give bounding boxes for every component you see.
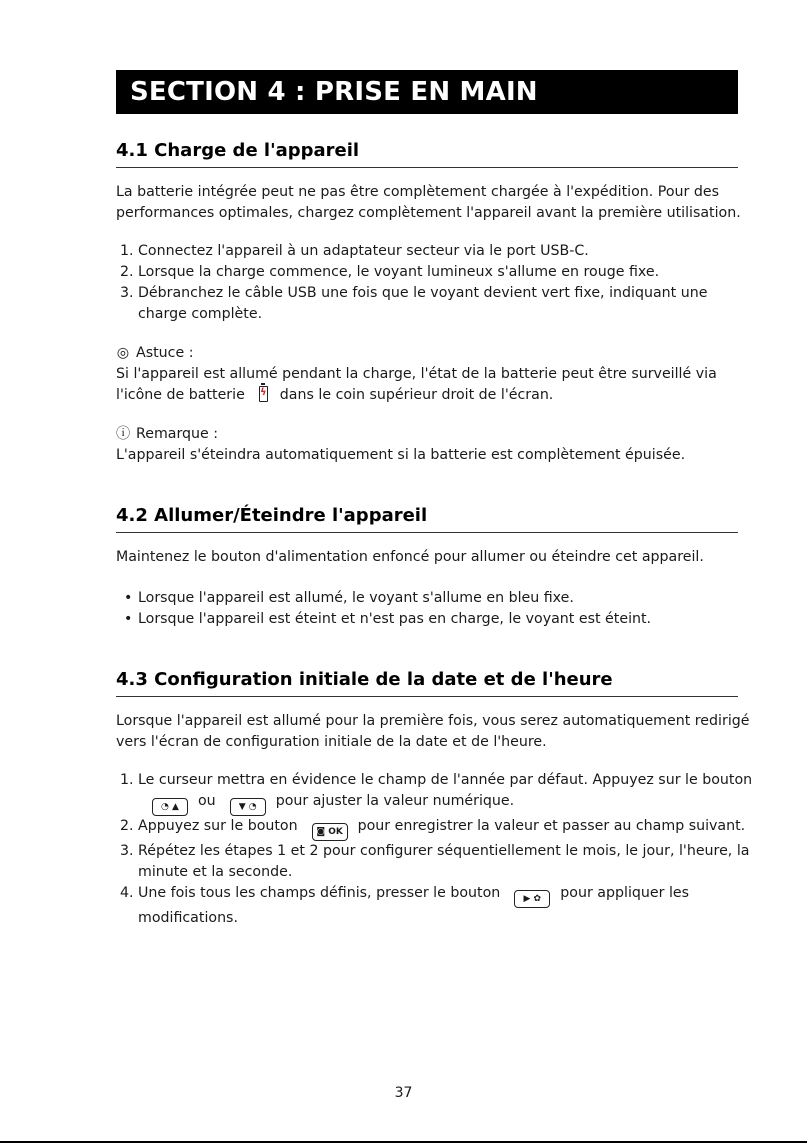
list-item: 1. Le curseur mettra en évidence le champ de l'année par défaut. Appuyez sur le bouton◔ ▲ ou ▼ ◔ pour ajuster la valeur numérique.	[116, 770, 756, 816]
tip-icon: ◎	[116, 345, 130, 361]
note-block	[116, 424, 756, 466]
intro-4-2: Maintenez le bouton d'alimentation enfoncé pour allumer ou éteindre cet appareil.	[116, 549, 704, 565]
note-label: Remarque :	[136, 426, 219, 442]
up-button-icon: ◔ ▲	[152, 798, 188, 816]
tip-block	[116, 343, 756, 406]
list-item: 3. Débranchez le câble USB une fois que le voyant devient vert fixe, indiquant une charge complète.	[120, 285, 708, 322]
date-setup-steps	[116, 770, 756, 929]
heading-4-2: 4.2 Allumer/Éteindre l'appareil	[116, 505, 738, 533]
list-item: • Lorsque l'appareil est éteint et n'est pas en charge, le voyant est éteint.	[124, 611, 652, 627]
bottom-divider	[0, 1141, 807, 1143]
intro-4-1: La batterie intégrée peut ne pas être complètement chargée à l'expédition. Pour des performances optimales, chargez complètement l'appareil avant la première utilisation.	[116, 184, 741, 221]
heading-4-1: 4.1 Charge de l'appareil	[116, 140, 738, 168]
tip-text-end: dans le coin supérieur droit de l'écran.	[279, 387, 554, 403]
list-item: • Lorsque l'appareil est allumé, le voyant s'allume en bleu fixe.	[124, 590, 574, 606]
power-bullets	[116, 588, 756, 630]
tip-label: Astuce :	[136, 345, 194, 361]
list-item: 4. Une fois tous les champs définis, presser le bouton ▶ ✿ pour appliquer les modifications.	[120, 885, 690, 926]
list-item: 1. Connectez l'appareil à un adaptateur secteur via le port USB-C.	[120, 243, 589, 259]
down-button-icon: ▼ ◔	[230, 798, 266, 816]
list-item: 3. Répétez les étapes 1 et 2 pour configurer séquentiellement le mois, le jour, l'heure, la minute et la seconde.	[120, 843, 750, 880]
list-item: 2. Appuyez sur le bouton ◙ OK pour enregistrer la valeur et passer au champ suivant.	[116, 816, 756, 841]
battery-charging-icon: ϟ	[259, 386, 268, 402]
intro-4-3: Lorsque l'appareil est allumé pour la première fois, vous serez automatiquement redirigé vers l'écran de configuration initiale de la date et de l'heure.	[116, 713, 750, 750]
charge-steps	[116, 241, 756, 325]
playback-settings-button-icon: ▶ ✿	[514, 890, 550, 908]
section-title: SECTION 4 : PRISE EN MAIN	[116, 70, 738, 114]
page-number: 37	[394, 1085, 413, 1101]
tip-text: Si l'appareil est allumé pendant la charge, l'état de la batterie peut être surveillé via l'icône de batterie	[116, 366, 717, 403]
ok-button-icon: ◙ OK	[312, 823, 348, 841]
info-icon: ⓘ	[116, 426, 131, 442]
list-item: 2. Lorsque la charge commence, le voyant lumineux s'allume en rouge fixe.	[120, 264, 660, 280]
heading-4-3: 4.3 Configuration initiale de la date et de l'heure	[116, 669, 738, 697]
note-text: L'appareil s'éteindra automatiquement si la batterie est complètement épuisée.	[116, 447, 686, 463]
